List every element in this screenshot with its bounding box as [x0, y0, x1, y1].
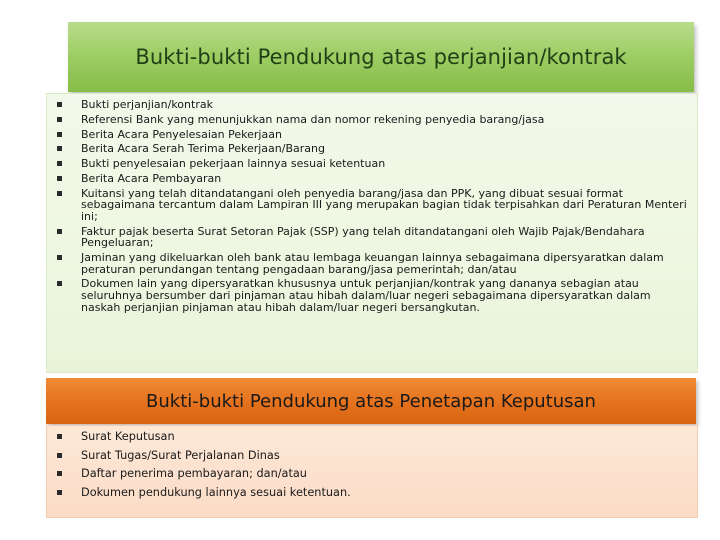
square-bullet-icon — [57, 434, 62, 439]
square-bullet-icon — [57, 453, 62, 458]
square-bullet-icon — [57, 191, 62, 196]
list-item-text: Berita Acara Pembayaran — [81, 171, 222, 185]
square-bullet-icon — [57, 490, 62, 495]
section2-header — [46, 378, 696, 424]
list-item — [53, 158, 689, 170]
list-item — [53, 278, 689, 313]
list-item-text: Jaminan yang dikeluarkan oleh bank atau lembaga keuangan lainnya sebagaimana dipersyaratkan dalam peraturan perundangan tentang pengadaan barang/jasa pemerintah; dan/atau — [81, 251, 664, 276]
list-item-text: Surat Tugas/Surat Perjalanan Dinas — [81, 448, 280, 462]
list-item — [53, 468, 689, 480]
section1-body — [46, 93, 698, 373]
list-item — [53, 431, 689, 443]
list-item-text: Bukti perjanjian/kontrak — [81, 98, 213, 111]
list-item-text: Dokumen pendukung lainnya sesuai ketentuan. — [81, 485, 351, 499]
square-bullet-icon — [57, 117, 62, 122]
list-item-text: Berita Acara Penyelesaian Pekerjaan — [81, 127, 282, 141]
square-bullet-icon — [57, 176, 62, 181]
list-item — [53, 99, 689, 111]
list-item — [53, 252, 689, 275]
section1-list — [53, 99, 689, 316]
list-item — [53, 450, 689, 462]
square-bullet-icon — [57, 471, 62, 476]
square-bullet-icon — [57, 102, 62, 107]
list-item — [53, 143, 689, 155]
section2-list — [53, 431, 689, 505]
list-item — [53, 173, 689, 185]
list-item — [53, 114, 689, 126]
square-bullet-icon — [57, 161, 62, 166]
list-item — [53, 487, 689, 499]
list-item-text: Dokumen lain yang dipersyaratkan khususnya untuk perjanjian/kontrak yang dananya sebagian atau seluruhnya bersumber dari pinjaman atau hibah dalam/luar negeri sebagaimana dipersyaratkan dalam naskah perjanjian pinjaman atau hibah dalam/luar negeri bersangkutan. — [81, 277, 651, 314]
square-bullet-icon — [57, 281, 62, 286]
square-bullet-icon — [57, 132, 62, 137]
list-item — [53, 188, 689, 223]
section1-title: Bukti-bukti Pendukung atas perjanjian/kontrak — [135, 45, 627, 69]
list-item-text: Faktur pajak beserta Surat Setoran Pajak (SSP) yang telah ditandatangani oleh Wajib Pajak/Bendahara Pengeluaran; — [81, 224, 645, 250]
square-bullet-icon — [57, 255, 62, 260]
list-item-text: Referensi Bank yang menunjukkan nama dan nomor rekening penyedia barang/jasa — [81, 112, 545, 126]
section1-header — [68, 22, 694, 92]
square-bullet-icon — [57, 229, 62, 234]
list-item-text: Berita Acara Serah Terima Pekerjaan/Barang — [81, 142, 325, 156]
square-bullet-icon — [57, 146, 62, 151]
section2-body — [46, 425, 698, 518]
list-item-text: Kuitansi yang telah ditandatangani oleh penyedia barang/jasa dan PPK, yang dibuat sesuai format sebagaimana tercantum dalam Lampiran III yang merupakan bagian tidak terpisahkan dari Peraturan Menteri ini; — [81, 186, 687, 223]
list-item — [53, 226, 689, 249]
list-item-text: Surat Keputusan — [81, 430, 175, 443]
list-item-text: Daftar penerima pembayaran; dan/atau — [81, 467, 307, 480]
list-item — [53, 129, 689, 141]
section2-title: Bukti-bukti Pendukung atas Penetapan Keputusan — [146, 390, 596, 412]
list-item-text: Bukti penyelesaian pekerjaan lainnya sesuai ketentuan — [81, 157, 386, 171]
